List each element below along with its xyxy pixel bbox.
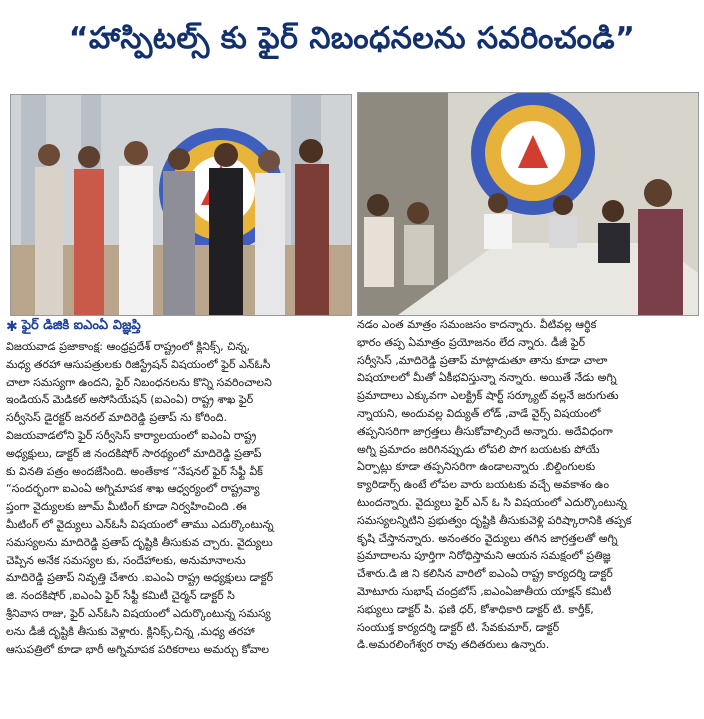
article-line: ఏర్పాట్లు కూడా తప్పనిసరిగా ఉండాలన్నారు .బిల్డింగులకు bbox=[357, 460, 596, 474]
article-line: సమస్యలను మాదిరెడ్డి ప్రతాప్ దృష్టికి తీసుకువ చ్చారు. వైద్యులు bbox=[6, 535, 273, 549]
article-line: సభ్యులు డాక్టర్ పి. ఫణి ధర్, కోశాధికారి డాక్టర్ టి. కార్తీక్, bbox=[357, 602, 594, 616]
article-line: సర్వీసెస్ డైరక్టర్ జనరల్ మాదిరెడ్డి ప్రతాప్ ను కోరింది. bbox=[6, 411, 228, 425]
article-line: క్యారిడార్స్ ఉంటే లోపల వారు బయటకు వచ్చే అవకాశం ఉం bbox=[357, 478, 610, 492]
article-line: అధ్యక్షులు, డాక్టర్ జి నందకిషోర్ సారథ్యంలో మాదిరెడ్డి ప్రతాప్ bbox=[6, 446, 262, 460]
article-line: మోటూరు సుభాష్ చంద్రబోస్ ,ఐఎంఏజాతీయ యాక్షన్ కమిటీ bbox=[357, 584, 612, 598]
article-line: సంయుక్త కార్యదర్శి డాక్టర్ టి. సేవకుమార్, డాక్టర్ bbox=[357, 620, 560, 634]
article-column-left bbox=[6, 338, 351, 718]
article-line: సర్వీసెస్ ,మాదిరెడ్డి ప్రతాప్ మాట్లాడుతూ తాను కూడా చాలా bbox=[357, 353, 608, 367]
article-line: కు వినతి పత్రం అందజేసింది. అంతేకాక “నేషనల్ ఫైర్ సేఫ్టీ వీక్ bbox=[6, 464, 263, 478]
article-line: మధ్య తరహా ఆసుపత్రులకు రిజిస్ట్రేషన్ విషయంలో ఫైర్ ఎన్ఓసీ bbox=[6, 357, 271, 371]
article-line: నడం ఎంత మాత్రం సమంజసం కాదన్నారు. వీటివల్ల ఆర్థిక bbox=[357, 318, 597, 331]
article-line: ప్తంగా వైద్యులకు జూమ్ మీటింగ్ కూడా నిర్వహించింది .ఈ bbox=[6, 500, 247, 514]
article-line: కృషి చేస్తానన్నారు. అనంతరం వైద్యులు తగిన జాగ్రత్తలతో అగ్ని bbox=[357, 531, 618, 545]
article-line: ప్రమాదాలు ఎక్కువగా ఎలక్ట్రిక్ షార్ట్ సర్క్యూట్ వల్లనే జరుగుతు bbox=[357, 389, 619, 403]
article-line: మీటింగ్ లో వైద్యులు ఎన్ఓసీ విషయంలో తాము ఎదుర్కొంటున్న bbox=[6, 517, 274, 531]
article-line: చేశారు.డి జి ని కలిసిన వారిలో ఐఎంఏ రాష్ట్ర కార్యదర్శి డాక్టర్ bbox=[357, 567, 613, 581]
article-line: చాలా సమస్యగా ఉందని, ఫైర్ నిబంధనలను కొన్ని సవరించాలని bbox=[6, 375, 272, 389]
article-column-right bbox=[357, 316, 698, 716]
article-line: ఆసుపత్రిలో కూడా భారీ అగ్నిమాపక పరికరాలు అమర్చు కోవాల bbox=[6, 642, 270, 656]
article-line: ప్రమాదాలను పూర్తిగా నిరోధిస్తామని ఆయన సమక్షంలో ప్రతిజ్ఞ bbox=[357, 549, 611, 563]
article-line: ఇండియన్ మెడికల్ అసోసియేషన్ (ఐఎంఏ) రాష్ట్ర శాఖ ఫైర్ bbox=[6, 393, 254, 407]
article-line: టుందన్నారు. వైద్యులు ఫైర్ ఎన్ ఓ సి విషయంలో ఎదుర్కొంటున్న bbox=[357, 495, 627, 509]
byline-star-icon: ✱ bbox=[6, 319, 18, 335]
article-line: అగ్ని ప్రమాదం జరిగినప్పుడు లోపలి పొగ బయటకు పోయే bbox=[357, 442, 600, 456]
article-line: తప్పనిసరిగా జాగ్రత్తలు తీసుకోవాల్సిందే అన్నారు. అదేవిధంగా bbox=[357, 424, 613, 438]
article-line: విజయవాడ ప్రజాకాంక్ష: ఆంధ్రప్రదేశ్ రాష్ట్రంలో క్లినిక్స్, చిన్న, bbox=[6, 340, 251, 353]
article-line: మాదిరెడ్డి ప్రతాప్ నివృత్తి చేశారు .ఐఎంఏ రాష్ట్ర అధ్యక్షులు డాక్టర్ bbox=[6, 571, 274, 585]
meeting-photo bbox=[357, 92, 699, 316]
article-line: సమస్యలన్నిటిని ప్రభుత్వం దృష్టికి తీసుకువెళ్లి పరిష్కారానికి తప్పక bbox=[357, 513, 632, 527]
group-photo bbox=[10, 94, 352, 316]
article-line: చెప్పిన అనేక సమస్యల కు, సందేహాలకు, అనుమానాలను bbox=[6, 553, 246, 567]
article-line: భారం తప్ప ఏమాత్రం ప్రయోజనం లేద న్నారు. డీజీ ఫైర్ bbox=[357, 335, 586, 349]
article-line: విషయాలలో మీతో ఏకీభవిస్తున్నా నన్నారు. అయితే నేడు అగ్ని bbox=[357, 371, 617, 385]
article-line: డి.అమరలింగేశ్వర రావు తదితరులు ఉన్నారు. bbox=[357, 638, 550, 652]
article-line: లను డీజీ దృష్టికి తీసుకు వెళ్లారు. క్లినిక్స్,చిన్న ,మధ్య తరహా bbox=[6, 624, 255, 638]
article-line: న్నాయని, అందువల్ల విద్యుత్ లోడ్ ,వాడే వైర్స్ విషయంలో bbox=[357, 406, 601, 420]
article-line: జి. నందకిషోర్ ,ఐఎంఏ ఫైర్ సేఫ్టీ కమిటీ చైర్మన్ డాక్టర్ సి bbox=[6, 589, 235, 603]
headline: “హాస్పిటల్స్ కు ఫైర్ నిబంధనలను సవరించండి” bbox=[68, 21, 636, 56]
article-line: విజయవాడలోని ఫైర్ సర్వీసెస్ కార్యాలయంలో ఐఎంఏ రాష్ట్ర bbox=[6, 428, 257, 442]
article-line: శ్రీనివాస రాజు, ఫైర్ ఎన్ఓసి విషయంలో ఎదుర్కొంటున్న సమస్య bbox=[6, 606, 271, 620]
article-line: “సందర్భంగా ఐఎంఏ అగ్నిమాపక శాఖ ఆధ్వర్యంలో రాష్ట్రవ్యా bbox=[6, 482, 260, 496]
byline-text: ఫైర్ డిజికి ఐఎంఏ విజ్ఞప్తి bbox=[21, 318, 141, 333]
byline bbox=[6, 318, 351, 336]
